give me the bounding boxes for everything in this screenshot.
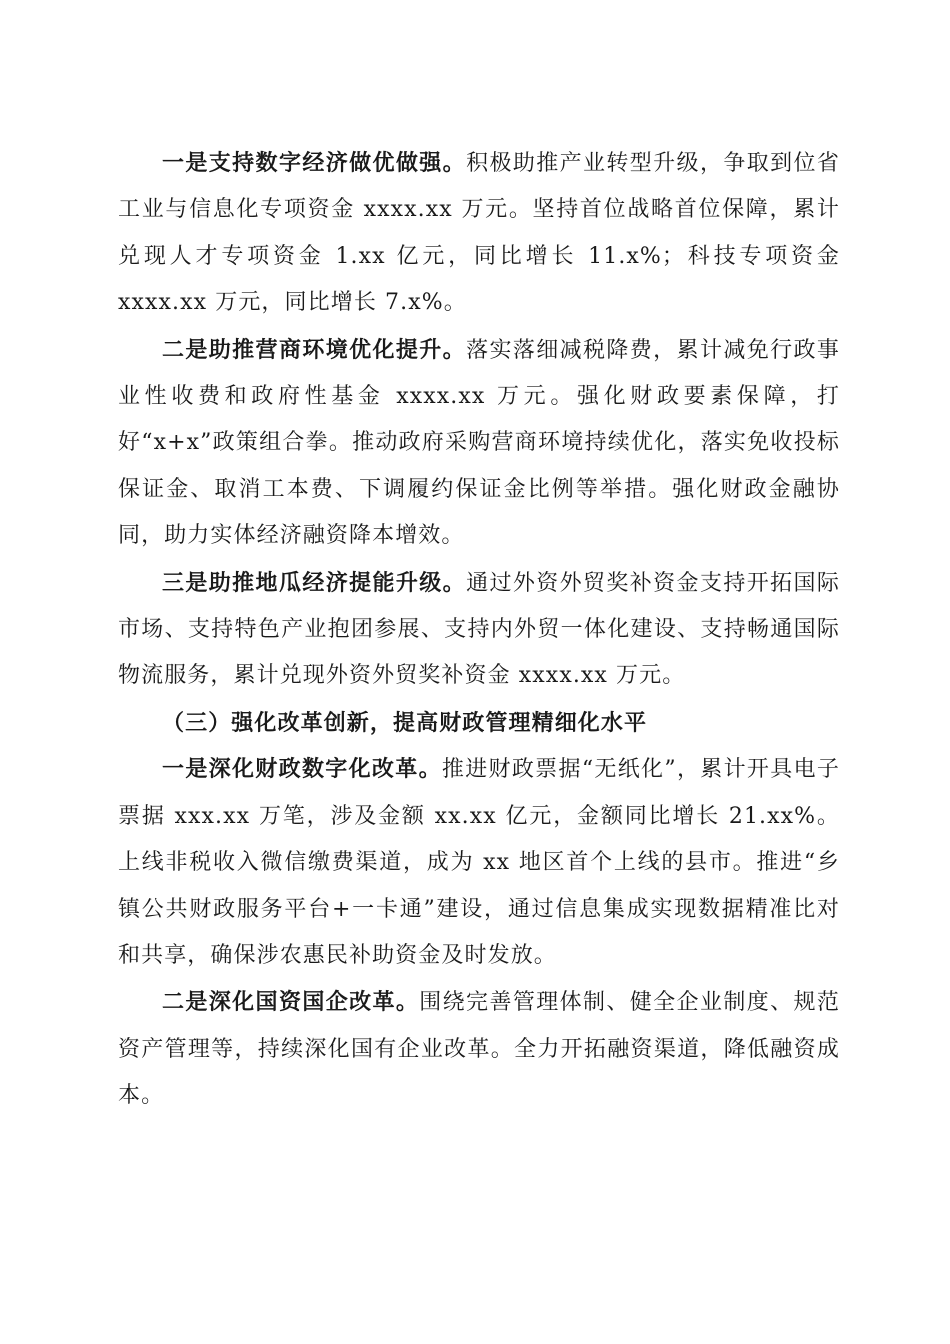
paragraph-soe-reform bbox=[118, 979, 840, 1119]
paragraph-body: 积极助推产业转型升级，争取到位省工业与信息化专项资金 xxxx.xx 万元。坚持首位战略首位保障，累计兑现人才专项资金 1.xx 亿元，同比增长 11.x%；科技专项资金 xxxx.xx 万元，同比增长 7.x%。 bbox=[118, 151, 840, 316]
paragraph-lead: 二是助推营商环境优化提升。 bbox=[162, 336, 467, 363]
paragraph-digital-economy bbox=[118, 140, 840, 327]
paragraph-lead: 三是助推地瓜经济提能升级。 bbox=[162, 569, 467, 596]
paragraph-sweet-potato-economy bbox=[118, 560, 840, 700]
paragraph-lead: 一是深化财政数字化改革。 bbox=[162, 756, 442, 783]
paragraph-body: 通过外资外贸奖补资金支持开拓国际市场、支持特色产业抱团参展、支持内外贸一体化建设、支持畅通国际物流服务，累计兑现外资外贸奖补资金 xxxx.xx 万元。 bbox=[118, 570, 840, 689]
document-body bbox=[118, 140, 840, 1120]
paragraph-business-environment bbox=[118, 327, 840, 560]
paragraph-lead: 一是支持数字经济做优做强。 bbox=[162, 150, 467, 176]
paragraph-fiscal-digitalization bbox=[118, 746, 840, 979]
section-heading: （三）强化改革创新，提高财政管理精细化水平 bbox=[162, 709, 648, 736]
paragraph-lead: 二是深化国资国企改革。 bbox=[162, 989, 420, 1016]
paragraph-body: 推进财政票据“无纸化”，累计开具电子票据 xxx.xx 万笔，涉及金额 xx.xx 亿元，金额同比增长 21.xx%。上线非税收入微信缴费渠道，成为 xx 地区首个上线的县市。推进“乡镇公共财政服务平台+一卡通”建设，通过信息集成实现数据精准比对和共享，确保涉农惠民补助资金及时发放。 bbox=[118, 757, 840, 968]
paragraph-body: 落实落细减税降费，累计减免行政事业性收费和政府性基金 xxxx.xx 万元。强化财政要素保障，打好“x+x”政策组合拳。推动政府采购营商环境持续优化，落实免收投标保证金、取消工本费、下调履约保证金比例等举措。强化财政金融协同，助力实体经济融资降本增效。 bbox=[118, 337, 840, 549]
paragraph-body: 围绕完善管理体制、健全企业制度、规范资产管理等，持续深化国有企业改革。全力开拓融资渠道，降低融资成本。 bbox=[118, 990, 840, 1109]
